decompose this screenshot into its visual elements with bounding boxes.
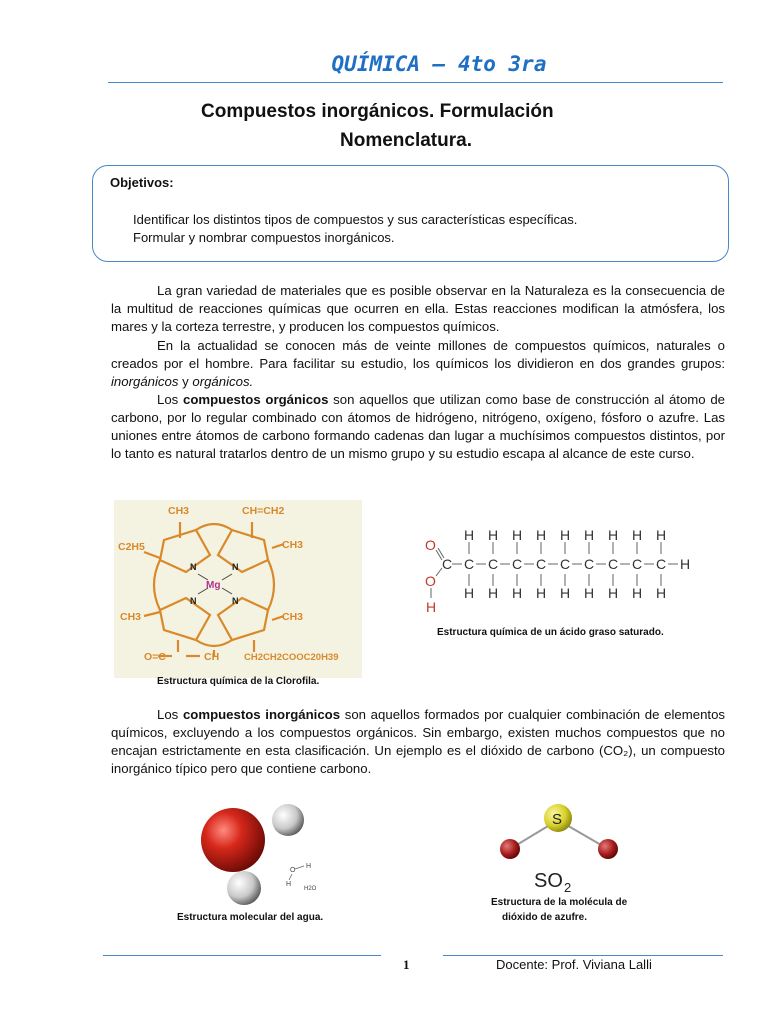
fatty-acid-c-5: C: [536, 556, 547, 572]
fatty-acid-h-bottom-6: H: [584, 585, 595, 601]
chlorophyll-label-ch: CH: [204, 651, 220, 663]
fatty-acid-h-hydroxyl: H: [426, 599, 437, 615]
page-number: 1: [403, 957, 410, 972]
fatty-acid-h-top-3: H: [512, 527, 523, 543]
footer-rule-right: [443, 955, 723, 956]
fatty-acid-h-bottom-7: H: [608, 585, 619, 601]
water-label-h2: H: [286, 881, 292, 888]
fatty-acid-o-single: O: [425, 573, 436, 589]
fatty-acid-h-bottom-4: H: [536, 585, 547, 601]
fatty-acid-h-top-7: H: [608, 527, 619, 543]
header-rule: [108, 82, 723, 83]
fatty-acid-caption: Estructura química de un ácido graso saturado.: [437, 627, 664, 638]
objective-item-2: Formular y nombrar compuestos inorgánicos.: [133, 230, 395, 245]
chlorophyll-label-n4: N: [232, 596, 239, 606]
chlorophyll-label-ch3-right: CH3: [282, 539, 304, 551]
chlorophyll-structure: [114, 500, 362, 678]
fatty-acid-h-top-2: H: [488, 527, 499, 543]
fatty-acid-figure: [420, 526, 700, 616]
chlorophyll-label-carbonyl: O=C: [144, 651, 166, 663]
chlorophyll-label-ethyl: C2H5: [118, 541, 145, 553]
so2-caption-line1: Estructura de la molécula de: [491, 897, 628, 908]
paragraph-organic: Los compuestos orgánicos son aquellos que utilizan como base de construcción al átomo de carbono, por lo regular combinado con átomos de hidrógeno, nitrógeno, oxígeno, fósforo o azufre. Las uniones entre átomos de carbono formando cadenas dan lugar a muchísimos compuestos distintos, por lo tanto es natural tratarlos dentro de un mismo grupo y su estudio escapa al alcance de este curso.: [111, 392, 725, 461]
fatty-acid-c-1: C: [442, 556, 453, 572]
chlorophyll-label-ch3-left: CH3: [120, 611, 142, 623]
fatty-acid-c-2: C: [464, 556, 475, 572]
water-label-formula: H2O: [304, 886, 317, 892]
fatty-acid-h-top-6: H: [584, 527, 595, 543]
fatty-acid-structure: [420, 526, 700, 616]
fatty-acid-h-top-5: H: [560, 527, 571, 543]
fatty-acid-h-top-4: H: [536, 527, 547, 543]
fatty-acid-h-top-9: H: [656, 527, 667, 543]
water-label-h1: H: [306, 863, 312, 870]
so2-label-subscript: 2: [564, 880, 572, 895]
header-title: QUÍMICA – 4to 3ra: [331, 52, 547, 76]
fatty-acid-h-end: H: [680, 556, 691, 572]
chlorophyll-figure: [114, 500, 362, 678]
chlorophyll-label-n3: N: [190, 596, 197, 606]
paragraph-groups: En la actualidad se conocen más de veinte millones de compuestos químicos, naturales o creados por el hombre. Para facilitar su estudio, los químicos los dividieron en dos grandes grupos: inorgánicos y orgánicos.: [111, 338, 725, 389]
fatty-acid-c-10: C: [656, 556, 667, 572]
teacher-credit: Docente: Prof. Viviana Lalli: [496, 957, 652, 972]
document-title-line2: Nomenclatura.: [340, 130, 472, 151]
fatty-acid-h-bottom-2: H: [488, 585, 499, 601]
fatty-acid-c-4: C: [512, 556, 523, 572]
so2-label-formula: SO: [534, 870, 563, 892]
paragraph-inorganic: Los compuestos inorgánicos son aquellos formados por cualquier combinación de elementos químicos, excluyendo a los compuestos orgánicos. Sin embargo, existen muchos compuestos que no encajan estrictamente en esta clasificación. Un ejemplo es el dióxido de carbono (CO₂), un compuesto inorgánico típico pero que contiene carbono.: [111, 707, 725, 776]
fatty-acid-c-9: C: [632, 556, 643, 572]
paragraph-intro: La gran variedad de materiales que es posible observar en la Naturaleza es la consecuencia de la multitud de reacciones químicas que ocurren en ella. Estas reacciones modifican la atmósfera, los mares y la corteza terrestre, y producen los compuestos químicos.: [111, 283, 725, 334]
water-caption: Estructura molecular del agua.: [177, 912, 324, 923]
fatty-acid-h-bottom-8: H: [632, 585, 643, 601]
chlorophyll-label-mg: Mg: [206, 580, 221, 591]
so2-figure: [488, 800, 628, 896]
so2-caption-line2: dióxido de azufre.: [502, 912, 588, 923]
fatty-acid-c-3: C: [488, 556, 499, 572]
fatty-acid-h-bottom-9: H: [656, 585, 667, 601]
fatty-acid-o-double: O: [425, 537, 436, 553]
chlorophyll-label-n1: N: [190, 562, 197, 572]
fatty-acid-c-8: C: [608, 556, 619, 572]
chlorophyll-label-ch3-top: CH3: [168, 505, 190, 517]
water-oxygen: [201, 808, 265, 872]
water-label-o: O: [290, 867, 296, 874]
so2-oxygen-left: [500, 839, 520, 859]
chlorophyll-label-ch3-right2: CH3: [282, 611, 304, 623]
fatty-acid-h-bottom-5: H: [560, 585, 571, 601]
fatty-acid-h-top-1: H: [464, 527, 475, 543]
objective-item-1: Identificar los distintos tipos de compuestos y sus características específicas.: [133, 212, 578, 227]
fatty-acid-h-bottom-3: H: [512, 585, 523, 601]
chlorophyll-label-n2: N: [232, 562, 239, 572]
so2-label-s: S: [552, 811, 563, 828]
so2-molecule-model: [488, 800, 628, 896]
so2-oxygen-right: [598, 839, 618, 859]
fatty-acid-h-top-8: H: [632, 527, 643, 543]
document-title-line1: Compuestos inorgánicos. Formulación: [201, 101, 554, 122]
chlorophyll-label-side-chain: CH2CH2COOC20H39: [244, 652, 339, 663]
footer-rule-left: [103, 955, 381, 956]
fatty-acid-h-bottom-1: H: [464, 585, 475, 601]
water-figure: [192, 792, 362, 912]
objectives-heading: Objetivos:: [110, 175, 174, 190]
chlorophyll-label-vinyl: CH=CH2: [242, 505, 285, 517]
fatty-acid-c-6: C: [560, 556, 571, 572]
water-molecule-model: [192, 792, 362, 912]
water-hydrogen-top: [272, 804, 304, 836]
fatty-acid-c-7: C: [584, 556, 595, 572]
chlorophyll-caption: Estructura química de la Clorofila.: [157, 676, 320, 687]
water-hydrogen-bottom: [227, 871, 261, 905]
